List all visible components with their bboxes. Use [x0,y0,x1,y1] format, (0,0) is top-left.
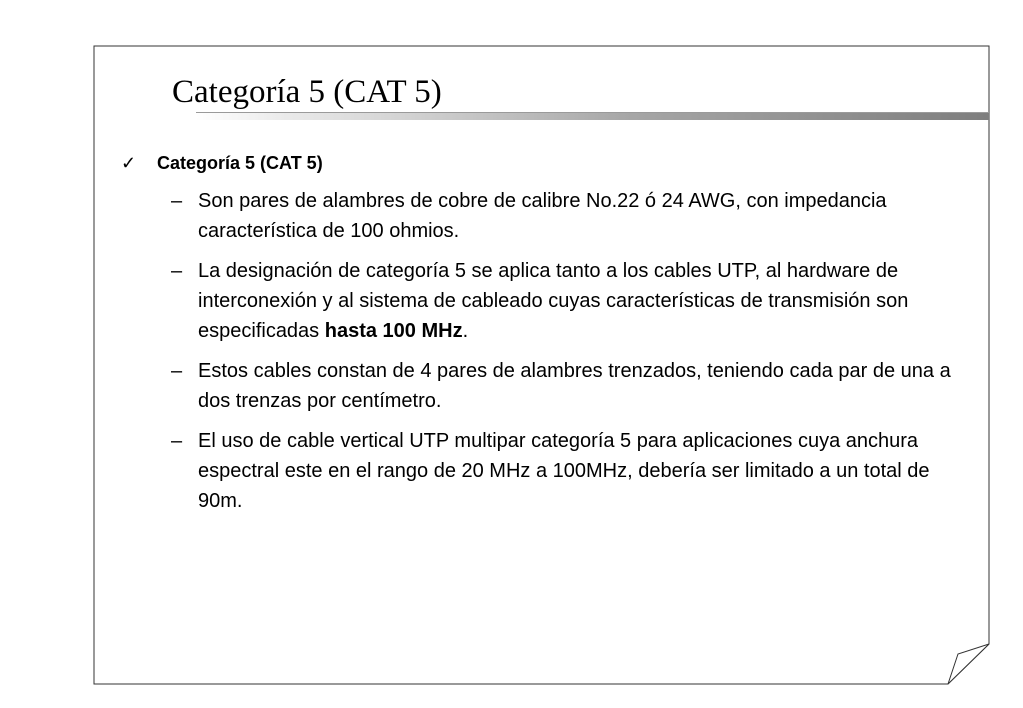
sub-bullet-text-part: La designación de categoría 5 se aplica tanto a los cables UTP, al hardware de interconexión y al sistema de cableado cuyas características de transmisión son especificadas [198,260,909,342]
bold-emphasis: hasta 100 MHz [324,320,463,342]
dash-marker: – [171,190,183,212]
dash-marker: – [171,360,183,382]
dash-marker: – [171,260,183,282]
checkmark-icon: ✓ [121,153,137,173]
sub-bullet-3 [171,356,971,416]
title-rule [196,112,989,120]
main-bullet-label: Categoría 5 (CAT 5) [157,153,323,173]
dash-marker: – [171,430,183,452]
sub-bullet-2 [171,256,971,346]
sub-bullet-4 [171,426,971,516]
sub-bullet-text-part: . [462,320,469,342]
sub-bullet-1 [171,186,971,246]
slide-title: Categoría 5 (CAT 5) [172,74,442,110]
sub-bullet-text: Son pares de alambres de cobre de calibre No.22 ó 24 AWG, con impedancia característica de 100 ohmios. [198,190,887,242]
main-bullet [121,150,981,176]
sub-bullet-text: El uso de cable vertical UTP multipar categoría 5 para aplicaciones cuya anchura espectral este en el rango de 20 MHz a 100MHz, debería ser limitado a un total de 90m. [198,430,930,512]
sub-bullet-text [198,256,971,346]
sub-bullet-text: Estos cables constan de 4 pares de alambres trenzados, teniendo cada par de una a dos trenzas por centímetro. [198,360,951,412]
